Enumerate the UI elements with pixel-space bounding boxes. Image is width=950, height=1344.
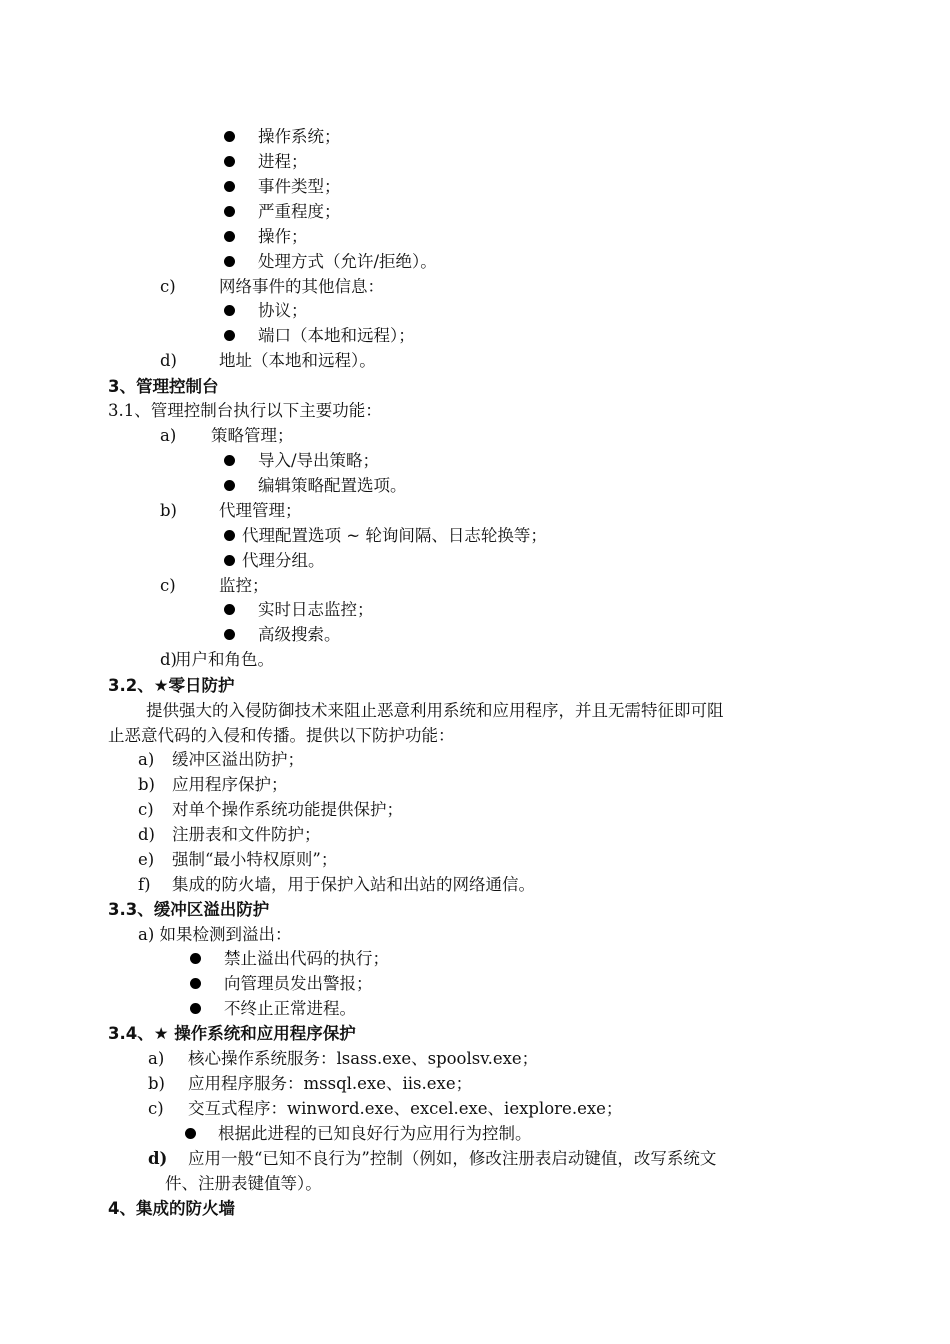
bullet-item [0, 224, 950, 249]
list-item-label: d) [160, 351, 177, 370]
list-item-text: 用户和角色。 [175, 650, 274, 669]
paragraph-text: 提供强大的入侵防御技术来阻止恶意利用系统和应用程序，并且无需特征即可阻 [146, 701, 724, 720]
bullet-icon [224, 249, 235, 274]
list-item [0, 822, 950, 847]
bullet-item [0, 996, 950, 1021]
list-item-label: b) [148, 1074, 165, 1093]
section-heading [0, 673, 950, 698]
bullet-item [0, 249, 950, 274]
bullet-text: 代理分组。 [242, 551, 325, 570]
list-item-text: 交互式程序：winword.exe、excel.exe、iexplore.exe； [188, 1099, 623, 1118]
bullet-text: 不终止正常进程。 [224, 999, 356, 1018]
bullet-item [0, 1121, 950, 1146]
list-item [0, 1046, 950, 1071]
bullet-text: 操作系统； [258, 127, 341, 146]
bullet-text: 处理方式（允许/拒绝）。 [258, 252, 437, 271]
bullet-item [0, 298, 950, 323]
list-item-label: d) [160, 650, 177, 669]
paragraph-text: a) 如果检测到溢出： [138, 925, 292, 944]
bullet-item [0, 971, 950, 996]
list-item-label: b) [160, 501, 177, 520]
bullet-item [0, 946, 950, 971]
list-item-text: 应用一般“已知不良行为”控制（例如，修改注册表启动键值，改写系统文 [188, 1149, 717, 1168]
bullet-text: 编辑策略配置选项。 [258, 476, 407, 495]
bullet-icon [224, 174, 235, 199]
list-item-text: 网络事件的其他信息： [219, 277, 384, 296]
bullet-icon [190, 946, 201, 971]
list-item-label: e) [138, 850, 155, 869]
bullet-icon [224, 149, 235, 174]
bullet-icon [185, 1121, 196, 1146]
bullet-text: 事件类型； [258, 177, 341, 196]
list-item-label: c) [160, 277, 176, 296]
bullet-icon [224, 548, 235, 573]
list-item [0, 423, 950, 448]
heading-text: 3、管理控制台 [108, 377, 219, 396]
list-item [0, 847, 950, 872]
section-heading [0, 1021, 950, 1046]
bullet-item [0, 597, 950, 622]
section-heading [0, 897, 950, 922]
list-item-text: 集成的防火墙，用于保护入站和出站的网络通信。 [172, 875, 535, 894]
bullet-icon [224, 199, 235, 224]
bullet-icon [224, 448, 235, 473]
bullet-icon [224, 124, 235, 149]
list-item-label: f) [138, 875, 151, 894]
list-item [0, 747, 950, 772]
list-item-label: a) [138, 750, 155, 769]
list-item-text: 应用程序服务：mssql.exe、iis.exe； [188, 1074, 473, 1093]
bullet-item [0, 622, 950, 647]
list-item [0, 1146, 950, 1171]
bullet-text: 协议； [258, 301, 308, 320]
bullet-item [0, 548, 950, 573]
list-item-text: 强制“最小特权原则”； [172, 850, 338, 869]
bullet-text: 操作； [258, 227, 308, 246]
heading-text: 4、集成的防火墙 [108, 1199, 235, 1218]
bullet-text: 根据此进程的已知良好行为应用行为控制。 [218, 1124, 532, 1143]
bullet-item [0, 174, 950, 199]
bullet-icon [224, 523, 235, 548]
bullet-text: 代理配置选项 ~ 轮询间隔、日志轮换等； [242, 526, 547, 545]
list-item-text: 核心操作系统服务：lsass.exe、spoolsv.exe； [188, 1049, 539, 1068]
paragraph-text: 件、注册表键值等）。 [165, 1174, 322, 1193]
paragraph-line [0, 1171, 950, 1196]
paragraph-line [0, 723, 950, 748]
list-item-label: c) [138, 800, 154, 819]
section-heading [0, 374, 950, 399]
bullet-text: 向管理员发出警报； [224, 974, 373, 993]
bullet-icon [224, 597, 235, 622]
list-item-label: a) [160, 426, 177, 445]
bullet-icon [224, 622, 235, 647]
list-item [0, 573, 950, 598]
paragraph-text: 止恶意代码的入侵和传播。提供以下防护功能： [108, 726, 455, 745]
bullet-text: 严重程度； [258, 202, 341, 221]
bullet-text: 禁止溢出代码的执行； [224, 949, 389, 968]
list-item-label: c) [148, 1099, 164, 1118]
list-item-text: 注册表和文件防护； [172, 825, 321, 844]
list-item [0, 348, 950, 373]
list-item [0, 498, 950, 523]
section-heading [0, 1196, 950, 1221]
bullet-text: 高级搜索。 [258, 625, 341, 644]
paragraph-line [0, 398, 950, 423]
bullet-text: 端口（本地和远程）； [258, 326, 415, 345]
bullet-text: 实时日志监控； [258, 600, 374, 619]
list-item [0, 1071, 950, 1096]
bullet-icon [224, 224, 235, 249]
bullet-icon [190, 971, 201, 996]
bullet-icon [224, 323, 235, 348]
paragraph-text: 3.1、管理控制台执行以下主要功能： [108, 401, 382, 420]
list-item [0, 797, 950, 822]
list-item-label: c) [160, 576, 176, 595]
list-item-text: 对单个操作系统功能提供保护； [172, 800, 403, 819]
list-item-label: d) [138, 825, 155, 844]
list-item-label: a) [148, 1049, 165, 1068]
bullet-item [0, 473, 950, 498]
list-item-text: 代理管理； [219, 501, 302, 520]
list-item-text: 应用程序保护； [172, 775, 288, 794]
list-item-text: 缓冲区溢出防护； [172, 750, 304, 769]
list-item-text: 地址（本地和远程）。 [219, 351, 376, 370]
list-item [0, 772, 950, 797]
paragraph-line [0, 922, 950, 947]
bullet-icon [224, 298, 235, 323]
list-item-text: 策略管理； [211, 426, 294, 445]
bullet-item [0, 199, 950, 224]
list-item [0, 274, 950, 299]
heading-text: 3.3、缓冲区溢出防护 [108, 900, 270, 919]
list-item-label: b) [138, 775, 155, 794]
list-item-label: d) [148, 1149, 168, 1168]
bullet-text: 进程； [258, 152, 308, 171]
bullet-item [0, 323, 950, 348]
bullet-item [0, 149, 950, 174]
list-item-text: 监控； [219, 576, 269, 595]
bullet-item [0, 448, 950, 473]
list-item [0, 1096, 950, 1121]
bullet-item [0, 523, 950, 548]
heading-text: 3.2、★零日防护 [108, 676, 235, 695]
paragraph-line [0, 698, 950, 723]
bullet-text: 导入/导出策略； [258, 451, 380, 470]
bullet-icon [190, 996, 201, 1021]
bullet-item [0, 124, 950, 149]
heading-text: 3.4、★ 操作系统和应用程序保护 [108, 1024, 356, 1043]
list-item [0, 647, 950, 672]
list-item [0, 872, 950, 897]
bullet-icon [224, 473, 235, 498]
